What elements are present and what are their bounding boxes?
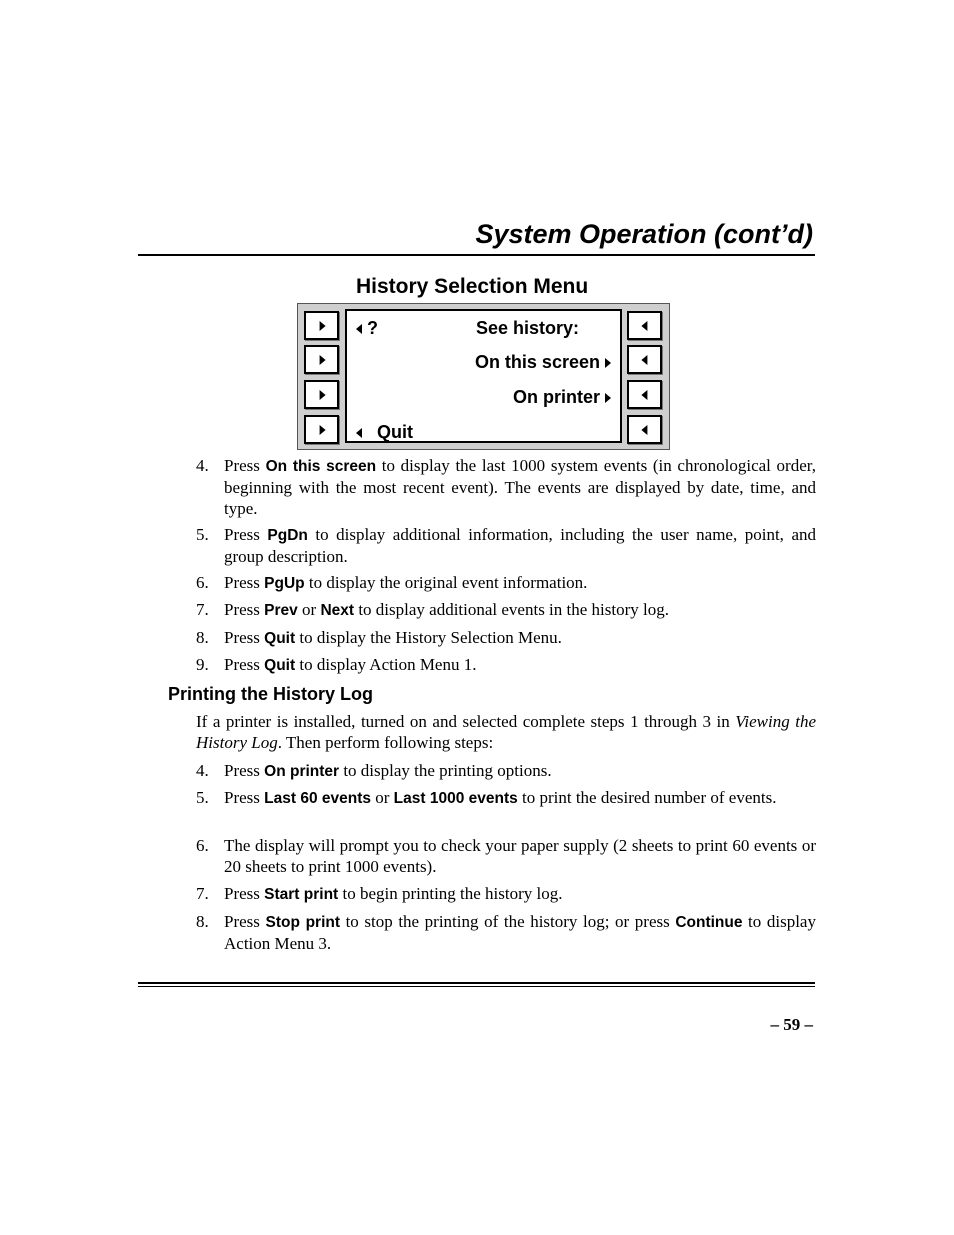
left-arrow-icon — [641, 355, 647, 365]
step-item: 6. Press PgUp to display the original event information. — [196, 573, 588, 592]
step-number: 6. — [196, 573, 209, 592]
step-item: 6. The display will prompt you to check your paper supply (2 sheets to print 60 events or 20 sheets to print 1000 events). — [196, 836, 816, 876]
step-number: 7. — [196, 600, 209, 619]
key-label: Prev — [264, 602, 298, 619]
key-label: Last 1000 events — [393, 790, 518, 807]
page-title: System Operation (cont’d) — [475, 219, 813, 249]
lcd-line-1-left — [356, 318, 378, 338]
step-item: 4. Press On printer to display the printing options. — [196, 761, 552, 780]
step-number: 8. — [196, 628, 209, 647]
title-rule — [138, 254, 815, 256]
key-label: Quit — [264, 657, 296, 674]
step-item: 4. Press On this screen to display the last 1000 system events (in chronological order, beginning with the most recent event). The events are displayed by date, time, and type. — [196, 456, 816, 518]
right-arrow-icon — [319, 425, 325, 435]
key-label: PgUp — [264, 575, 305, 592]
left-softkey-1[interactable] — [304, 311, 339, 340]
left-arrow-icon — [641, 390, 647, 400]
step-number: 6. — [196, 836, 209, 855]
right-softkey-4[interactable] — [627, 415, 662, 444]
step-item: 5. Press Last 60 events or Last 1000 events to print the desired number of events. — [196, 788, 777, 807]
key-label: Continue — [675, 914, 743, 931]
right-arrow-icon — [319, 355, 325, 365]
step-number: 8. — [196, 912, 209, 931]
lcd-line-1-right: See history: — [476, 318, 580, 338]
right-softkey-2[interactable] — [627, 345, 662, 374]
page-number: – 59 – — [770, 1015, 813, 1034]
step-number: 4. — [196, 761, 209, 780]
key-label: Next — [320, 602, 355, 619]
footer-rule — [138, 986, 815, 987]
left-arrow-icon — [356, 324, 362, 334]
step-item: 8. Press Stop print to stop the printing of the history log; or press Continue to display Action Menu 3. — [196, 912, 816, 953]
left-softkey-2[interactable] — [304, 345, 339, 374]
step-number: 5. — [196, 525, 209, 544]
step-number: 9. — [196, 655, 209, 674]
key-label: Quit — [264, 630, 296, 647]
footer-rule — [138, 982, 815, 984]
lcd-option-on-printer — [513, 387, 611, 407]
key-label: On printer — [264, 763, 340, 780]
key-label: PgDn — [267, 527, 308, 544]
step-number: 5. — [196, 788, 209, 807]
help-label: ? — [367, 318, 379, 338]
step-item: 7. Press Start print to begin printing the history log. — [196, 884, 563, 903]
right-arrow-icon — [605, 358, 611, 368]
step-number: 7. — [196, 884, 209, 903]
menu-title: History Selection Menu — [356, 275, 589, 298]
left-arrow-icon — [641, 425, 647, 435]
key-label: Last 60 events — [264, 790, 371, 807]
right-arrow-icon — [319, 390, 325, 400]
key-label: On this screen — [265, 458, 377, 475]
step-item: 9. Press Quit to display Action Menu 1. — [196, 655, 477, 674]
lcd-screen — [345, 309, 622, 443]
step-number: 4. — [196, 456, 209, 475]
section-heading: Printing the History Log — [168, 684, 373, 704]
key-label: Start print — [264, 886, 339, 903]
left-arrow-icon — [641, 321, 647, 331]
right-arrow-icon — [605, 393, 611, 403]
right-softkey-1[interactable] — [627, 311, 662, 340]
key-label: Stop print — [265, 914, 340, 931]
option-label: On this screen — [474, 352, 600, 372]
reference-title: Viewing the History Log — [196, 712, 816, 752]
intro-paragraph: If a printer is installed, turned on and selected complete steps 1 through 3 in Viewing the History Log. Then perform following steps: — [196, 712, 816, 752]
left-softkey-3[interactable] — [304, 380, 339, 409]
right-arrow-icon — [319, 321, 325, 331]
step-item: 8. Press Quit to display the History Selection Menu. — [196, 628, 562, 647]
option-label: Quit — [377, 422, 414, 442]
step-item: 5. Press PgDn to display additional information, including the user name, point, and group description. — [196, 525, 816, 566]
option-label: On printer — [512, 387, 600, 407]
left-arrow-icon — [356, 428, 362, 438]
step-item: 7. Press Prev or Next to display additional events in the history log. — [196, 600, 669, 619]
right-softkey-3[interactable] — [627, 380, 662, 409]
lcd-option-quit — [356, 422, 413, 442]
lcd-option-on-this-screen — [475, 352, 611, 372]
left-softkey-4[interactable] — [304, 415, 339, 444]
